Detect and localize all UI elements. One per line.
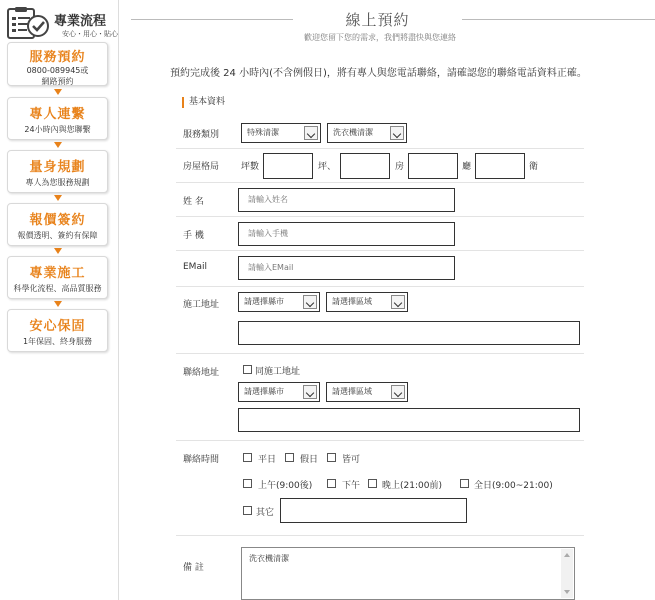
page-subtitle: 歡迎您留下您的需求，我們將盡快與您連絡 xyxy=(304,33,456,42)
morning-label: 上午(9:00後) xyxy=(258,481,313,491)
all-day-checkbox[interactable] xyxy=(460,479,469,488)
brand-subtitle: 安心・用心・貼心 xyxy=(62,30,118,38)
contact-time-label: 聯絡時間 xyxy=(183,455,220,465)
down-arrow-icon xyxy=(54,142,62,148)
title-rule-right xyxy=(462,19,655,20)
step-desc: 24小時內與您聯繫 xyxy=(24,125,91,134)
site-address-input[interactable] xyxy=(238,321,580,345)
step-contact xyxy=(7,97,108,140)
chevron-down-icon xyxy=(391,295,405,309)
page-title: 線上預約 xyxy=(345,11,410,29)
bath-input[interactable] xyxy=(475,153,525,179)
step-desc: 網路預約 xyxy=(41,77,74,86)
process-sidebar xyxy=(4,4,118,346)
layout-label: 房屋格局 xyxy=(183,162,220,172)
section-title: 基本資料 xyxy=(182,97,225,108)
brand-header xyxy=(4,4,118,40)
select-value: 請選擇縣市 xyxy=(244,297,284,306)
select-value: 請選擇區域 xyxy=(332,387,372,396)
step-warranty xyxy=(7,309,108,352)
weekday-checkbox[interactable] xyxy=(243,453,252,462)
title-rule-left xyxy=(131,19,293,20)
hall-input[interactable] xyxy=(408,153,458,179)
down-arrow-icon xyxy=(54,248,62,254)
chevron-down-icon xyxy=(303,295,317,309)
step-title: 安心保固 xyxy=(29,319,86,334)
scroll-down-icon[interactable] xyxy=(564,590,570,594)
phone-placeholder: 請輸入手機 xyxy=(248,229,288,238)
name-input[interactable] xyxy=(238,188,455,212)
same-address-checkbox[interactable] xyxy=(243,365,252,374)
note-value: 洗衣機清潔 xyxy=(249,554,289,563)
evening-checkbox[interactable] xyxy=(368,479,377,488)
site-district-select[interactable] xyxy=(326,292,408,312)
note-label: 備 註 xyxy=(183,563,204,573)
select-value: 請選擇縣市 xyxy=(244,387,284,396)
chevron-down-icon xyxy=(390,126,404,140)
down-arrow-icon xyxy=(54,301,62,307)
select-value: 洗衣機清潔 xyxy=(333,128,373,137)
row-divider xyxy=(176,182,584,183)
room-input[interactable] xyxy=(340,153,390,179)
site-city-select[interactable] xyxy=(238,292,320,312)
step-desc: 0800-089945或 xyxy=(26,66,89,75)
room-unit-label: 房 xyxy=(395,162,405,172)
name-label: 姓 名 xyxy=(183,197,204,207)
booking-notice: 預約完成後 24 小時內(不含例假日)，將有專人與您電話聯絡，請確認您的聯絡電話資料正確。 xyxy=(170,68,587,79)
contact-address-input[interactable] xyxy=(238,408,580,432)
sidebar-divider xyxy=(118,0,119,600)
phone-input[interactable] xyxy=(238,222,455,246)
name-placeholder: 請輸入姓名 xyxy=(248,195,288,204)
area-unit-label: 坪數 xyxy=(241,162,260,172)
row-divider xyxy=(176,440,584,441)
hall-unit-label: 廳 xyxy=(462,162,472,172)
all-day-label: 全日(9:00~21:00) xyxy=(474,481,553,491)
other-time-input[interactable] xyxy=(280,498,467,523)
afternoon-checkbox[interactable] xyxy=(327,479,336,488)
site-address-label: 施工地址 xyxy=(183,300,220,310)
step-desc: 報價透明、簽約有保障 xyxy=(17,231,98,240)
scroll-up-icon[interactable] xyxy=(564,553,570,557)
contact-district-select[interactable] xyxy=(326,382,408,402)
ping-unit-label: 坪、 xyxy=(318,162,337,172)
holiday-label: 假日 xyxy=(300,455,319,465)
note-textarea[interactable] xyxy=(241,547,575,600)
evening-label: 晚上(21:00前) xyxy=(382,481,442,491)
bath-unit-label: 衛 xyxy=(529,162,539,172)
morning-checkbox[interactable] xyxy=(243,479,252,488)
email-placeholder: 請輸入EMail xyxy=(248,263,294,272)
other-time-checkbox[interactable] xyxy=(243,506,252,515)
email-input[interactable] xyxy=(238,256,455,280)
step-desc: 科學化流程、高品質服務 xyxy=(13,284,102,293)
chevron-down-icon xyxy=(303,385,317,399)
area-input[interactable] xyxy=(263,153,313,179)
select-value: 請選擇區域 xyxy=(332,297,372,306)
step-title: 服務預約 xyxy=(29,50,86,65)
row-divider xyxy=(176,216,584,217)
service-label: 服務類別 xyxy=(183,130,220,140)
row-divider xyxy=(176,250,584,251)
chevron-down-icon xyxy=(304,126,318,140)
textarea-scrollbar[interactable] xyxy=(561,549,573,598)
row-divider xyxy=(176,535,584,536)
holiday-checkbox[interactable] xyxy=(285,453,294,462)
service-category-select[interactable] xyxy=(241,123,321,143)
step-title: 量身規劃 xyxy=(29,160,86,175)
email-label: EMail xyxy=(183,262,207,272)
service-item-select[interactable] xyxy=(327,123,407,143)
down-arrow-icon xyxy=(54,195,62,201)
step-planning xyxy=(7,150,108,193)
select-value: 特殊清潔 xyxy=(247,128,279,137)
step-title: 專人連繫 xyxy=(29,107,86,122)
step-desc: 專人為您服務規劃 xyxy=(25,178,90,187)
afternoon-label: 下午 xyxy=(342,481,361,491)
step-desc: 1年保固、終身服務 xyxy=(22,337,93,346)
contact-address-label: 聯絡地址 xyxy=(183,368,220,378)
step-booking xyxy=(7,42,108,86)
contact-city-select[interactable] xyxy=(238,382,320,402)
down-arrow-icon xyxy=(54,89,62,95)
other-time-label: 其它 xyxy=(256,508,275,518)
weekday-label: 平日 xyxy=(258,455,277,465)
step-title: 專業施工 xyxy=(29,266,86,281)
same-address-label: 同施工地址 xyxy=(255,367,301,377)
row-divider xyxy=(176,286,584,287)
row-divider xyxy=(176,148,584,149)
brand-title: 專業流程 xyxy=(54,14,107,29)
any-day-label: 皆可 xyxy=(342,455,361,465)
chevron-down-icon xyxy=(391,385,405,399)
phone-label: 手 機 xyxy=(183,231,204,241)
any-day-checkbox[interactable] xyxy=(327,453,336,462)
step-construction xyxy=(7,256,108,299)
step-quote xyxy=(7,203,108,246)
checklist-icon xyxy=(6,6,50,40)
step-title: 報價簽約 xyxy=(29,213,86,228)
row-divider xyxy=(176,353,584,354)
